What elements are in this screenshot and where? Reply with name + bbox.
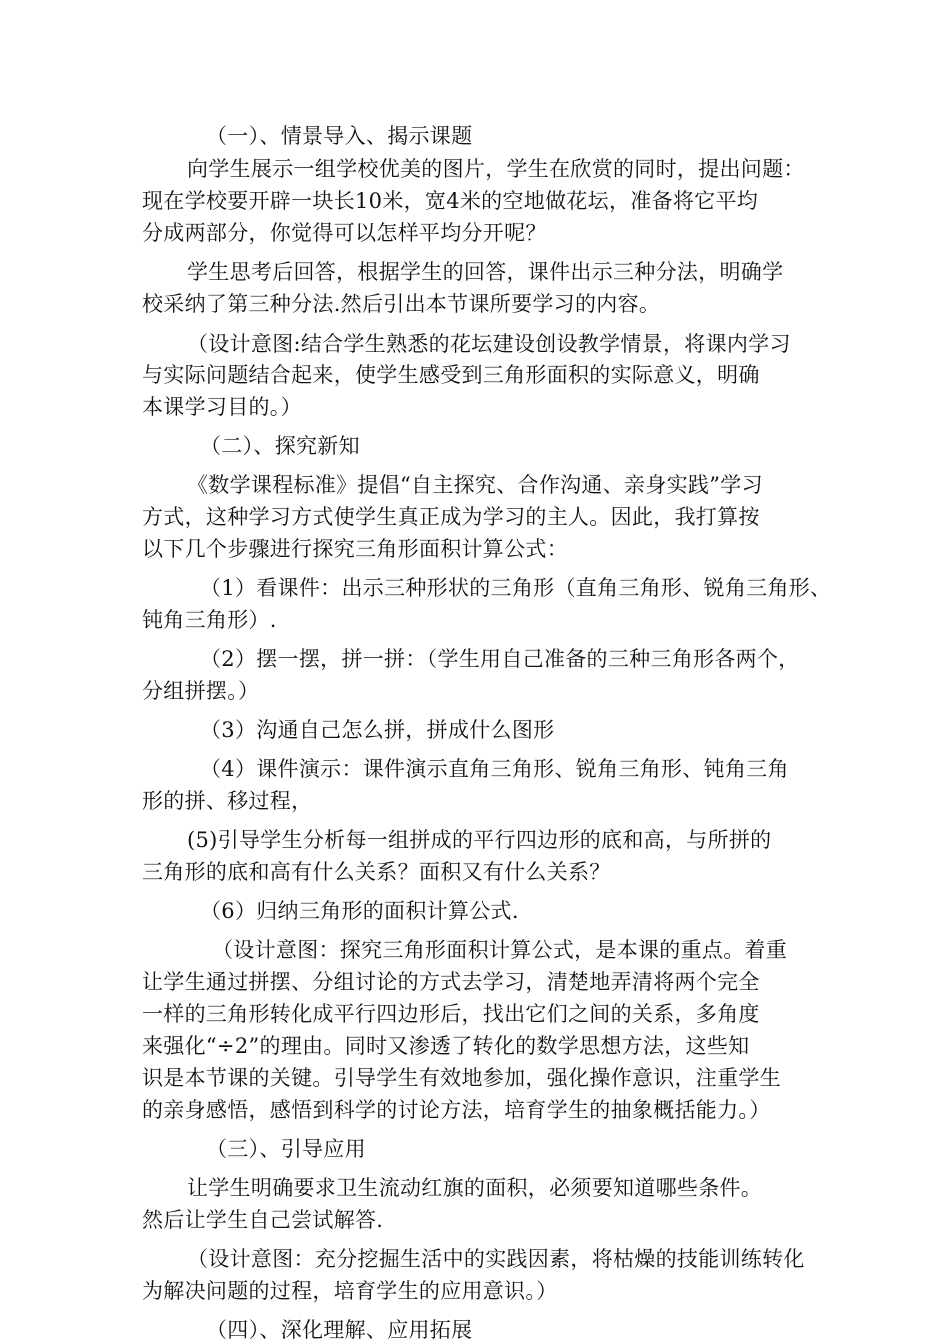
section-heading-3: （三）、引导应用 — [206, 1137, 366, 1161]
paragraph-line: 校采纳了第三种分法.然后引出本节课所要学习的内容。 — [142, 292, 661, 316]
paragraph-line: 让学生明确要求卫生流动红旗的面积，必须要知道哪些条件。 — [187, 1176, 763, 1200]
step-line: 形的拼、移过程， — [142, 789, 313, 813]
paragraph-line: 向学生展示一组学校优美的图片，学生在欣赏的同时，提出问题： — [187, 157, 805, 181]
step-line: （2）摆一摆，拼一拼：（学生用自己准备的三种三角形各两个， — [200, 647, 800, 671]
design-note-line: 与实际问题结合起来，使学生感受到三角形面积的实际意义，明确 — [142, 363, 760, 387]
paragraph-line: 以下几个步骤进行探究三角形面积计算公式： — [142, 537, 568, 561]
design-note-line: （设计意图：充分挖掘生活中的实践因素，将枯燥的技能训练转化 — [187, 1247, 805, 1271]
step-line: 分组拼摆。） — [142, 679, 260, 703]
paragraph-line: 分成两部分，你觉得可以怎样平均分开呢？ — [142, 221, 547, 245]
design-note-line: 本课学习目的。） — [142, 395, 302, 419]
design-note-line: 一样的三角形转化成平行四边形后，找出它们之间的关系，多角度 — [142, 1002, 760, 1026]
design-note-line: 为解决问题的过程，培育学生的应用意识。） — [142, 1279, 558, 1303]
paragraph-line: 《数学课程标准》提倡“自主探究、合作沟通、亲身实践”学习 — [187, 473, 763, 497]
design-note-line: 的亲身感悟，感悟到科学的讨论方法，培育学生的抽象概括能力。） — [142, 1098, 771, 1122]
section-heading-4: （四）、深化理解、应用拓展 — [206, 1318, 473, 1342]
step-line: （4）课件演示：课件演示直角三角形、锐角三角形、钝角三角 — [200, 757, 789, 781]
section-heading-1: （一）、情景导入、揭示课题 — [206, 124, 473, 148]
paragraph-line: 方式，这种学习方式使学生真正成为学习的主人。因此，我打算按 — [142, 505, 760, 529]
design-note-line: 来强化“÷2”的理由。同时又渗透了转化的数学思想方法，这些知 — [142, 1034, 750, 1058]
paragraph-line: 现在学校要开辟一块长10米，宽4米的空地做花坛，准备将它平均 — [142, 189, 759, 213]
step-line: 钝角三角形）. — [142, 608, 277, 632]
design-note-line: 识是本节课的关键。引导学生有效地参加，强化操作意识，注重学生 — [142, 1066, 781, 1090]
design-note-line: （设计意图:结合学生熟悉的花坛建设创设教学情景，将课内学习 — [187, 332, 791, 356]
step-line: 三角形的底和高有什么关系？面积又有什么关系？ — [142, 860, 611, 884]
paragraph-line: 然后让学生自己尝试解答. — [142, 1208, 384, 1232]
step-line: （3）沟通自己怎么拼，拼成什么图形 — [200, 718, 555, 742]
design-note-line: （设计意图：探究三角形面积计算公式，是本课的重点。着重 — [212, 938, 788, 962]
step-line: (5)引导学生分析每一组拼成的平行四边形的底和高，与所拼的 — [187, 828, 772, 852]
step-line: （6）归纳三角形的面积计算公式. — [200, 899, 519, 923]
section-heading-2: （二）、探究新知 — [200, 434, 360, 458]
step-line: （1）看课件：出示三种形状的三角形（直角三角形、锐角三角形、 — [200, 576, 832, 600]
design-note-line: 让学生通过拼摆、分组讨论的方式去学习，清楚地弄清将两个完全 — [142, 970, 760, 994]
paragraph-line: 学生思考后回答，根据学生的回答，课件出示三种分法，明确学 — [187, 260, 784, 284]
